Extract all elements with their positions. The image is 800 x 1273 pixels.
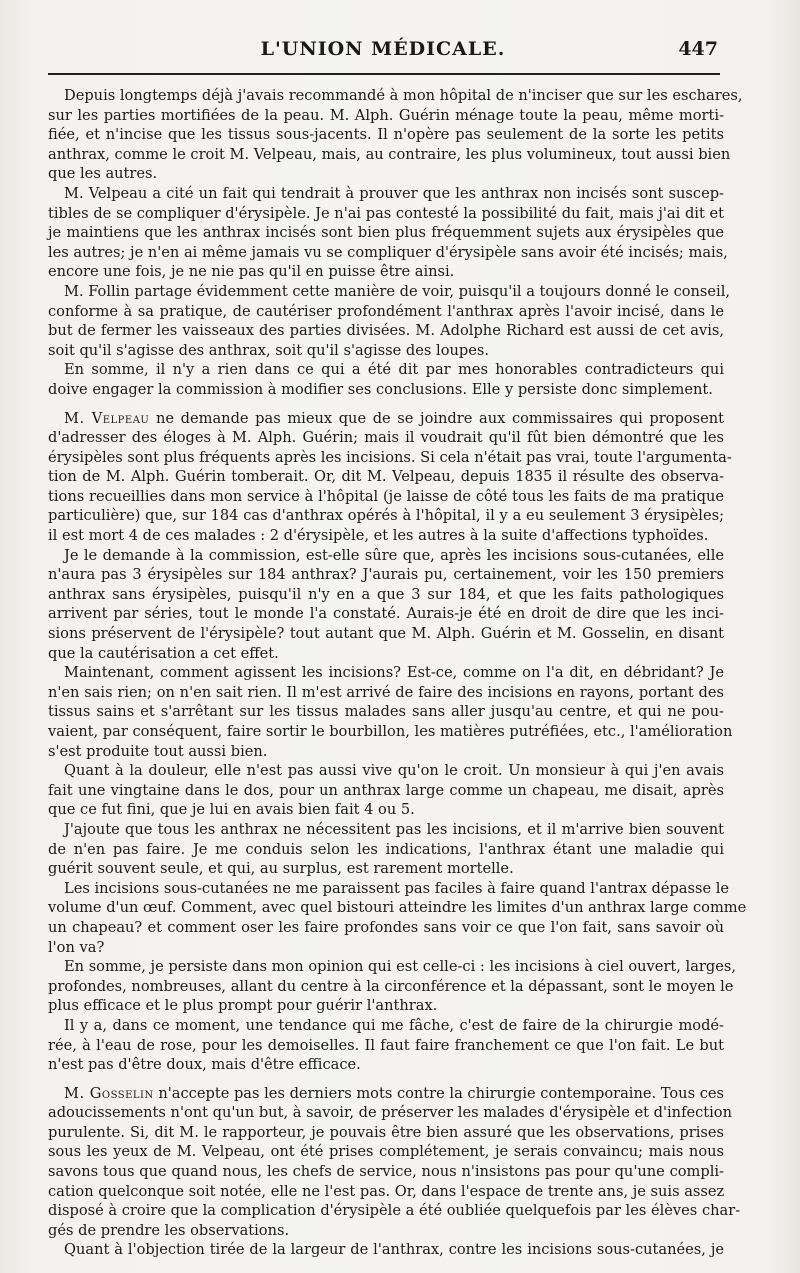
text-line: Depuis longtemps déjà j'avais recommandé à mon hôpital de n'inciser que sur les eschares, xyxy=(64,87,743,104)
text-line xyxy=(48,409,724,429)
text-line: que les autres. xyxy=(48,165,158,183)
text-line: doive engager la commission à modifier ses conclusions. Elle y persiste donc simplement. xyxy=(48,380,713,398)
text-line: sur les parties mortifiées de la peau. M. Alph. Guérin ménage toute la peau, même morti- xyxy=(48,106,724,124)
text-line: il est mort 4 de ces malades : 2 d'érysipèle, et les autres à la suite d'affections typhoïdes. xyxy=(48,527,709,545)
text-line: En somme, il n'y a rien dans ce qui a été dit par mes honorables contradicteurs qui xyxy=(64,361,724,379)
text-line: gés de prendre les observations. xyxy=(48,1221,290,1239)
speaker-name: M. Velpeau xyxy=(64,409,150,427)
paragraph xyxy=(48,879,747,957)
paragraph xyxy=(48,1084,741,1241)
header-rule xyxy=(48,73,720,75)
paragraph xyxy=(48,957,737,1016)
text-line: M. Follin partage évidemment cette manière de voir, puisqu'il a toujours donné le conseil, xyxy=(64,282,731,300)
paragraph xyxy=(48,820,724,879)
text-line: les autres; je n'en ai même jamais vu se compliquer d'érysipèle sans avoir été incisés; mais, xyxy=(48,243,728,261)
text-line: Je le demande à la commission, est-elle sûre que, après les incisions sous-cutanées, elle xyxy=(64,546,724,564)
text-line: fiée, et n'incise que les tissus sous-jacents. Il n'opère pas seulement de la sorte les petits xyxy=(48,126,724,144)
text-line: anthrax sans érysipèles, puisqu'il n'y en a que 3 sur 184, et que les faits pathologiques xyxy=(48,585,724,603)
text-line: Les incisions sous-cutanées ne me paraissent pas faciles à faire quand l'antrax dépasse le xyxy=(64,879,730,897)
text-line: que ce fut fini, que je lui en avais bien fait 4 ou 5. xyxy=(48,801,415,819)
text-line: tions recueillies dans mon service à l'hôpital (je laisse de côté tous les faits de ma pratique xyxy=(48,487,724,505)
paragraph xyxy=(48,761,724,820)
text-line: fait une vingtaine dans le dos, pour un anthrax large comme un chapeau, me disait, après xyxy=(48,781,724,799)
paragraph xyxy=(48,360,724,399)
text-line: Quant à la douleur, elle n'est pas aussi vive qu'on le croit. Un monsieur à qui j'en avais xyxy=(64,762,724,780)
text-line: disposé à croire que la complication d'érysipèle a été oubliée quelquefois par les élèves char- xyxy=(48,1202,741,1220)
text-line: anthrax, comme le croit M. Velpeau, mais, au contraire, les plus volumineux, tout aussi bien xyxy=(48,145,731,163)
text-line: plus efficace et le plus prompt pour guérir l'anthrax. xyxy=(48,997,438,1015)
paragraph xyxy=(48,1240,724,1260)
text-line: adoucissements n'ont qu'un but, à savoir, de préserver les malades d'érysipèle et d'infection xyxy=(48,1104,732,1122)
text-line: tibles de se compliquer d'érysipèle. Je n'ai pas contesté la possibilité du fait, mais j'ai dit et xyxy=(48,204,724,222)
text-line: l'on va? xyxy=(48,938,105,956)
text-line: que la cautérisation a cet effet. xyxy=(48,644,279,662)
text-line: En somme, je persiste dans mon opinion qui est celle-ci : les incisions à ciel ouvert, larges, xyxy=(64,958,737,976)
text-line: n'est pas d'être doux, mais d'être efficace. xyxy=(48,1056,361,1074)
text-line: n'aura pas 3 érysipèles sur 184 anthrax? J'aurais pu, certainement, voir les 150 premiers xyxy=(48,566,724,584)
text-line: soit qu'il s'agisse des anthrax, soit qu'il s'agisse des loupes. xyxy=(48,341,489,359)
paragraph xyxy=(48,1016,724,1075)
text-line: conforme à sa pratique, de cautériser profondément l'anthrax après l'avoir incisé, dans le xyxy=(48,302,724,320)
text-line: n'en sais rien; on n'en sait rien. Il m'est arrivé de faire des incisions en rayons, portant des xyxy=(48,683,724,701)
text-line: de n'en pas faire. Je me conduis selon les indications, l'anthrax étant une maladie qui xyxy=(48,840,724,858)
page-number: 447 xyxy=(678,38,718,60)
paragraph-gap xyxy=(48,400,724,409)
speaker-name: M. Gosselin xyxy=(64,1084,154,1102)
text-line: Quant à l'objection tirée de la largeur de l'anthrax, contre les incisions sous-cutanées, je xyxy=(64,1241,724,1259)
text-line: un chapeau? et comment oser les faire profondes sans voir ce que l'on fait, sans savoir où xyxy=(48,918,724,936)
text-line: J'ajoute que tous les anthrax ne nécessitent pas les incisions, et il m'arrive bien souvent xyxy=(64,820,724,838)
text-line: particulière) que, sur 184 cas d'anthrax opérés à l'hôpital, il y a eu seulement 3 érysipèles; xyxy=(48,507,724,525)
paragraph xyxy=(48,663,733,761)
text-line: rée, à l'eau de rose, pour les demoiselles. Il faut faire franchement ce que l'on fait. Le but xyxy=(48,1036,724,1054)
text-line: d'adresser des éloges à M. Alph. Guérin; mais il voudrait qu'il fût bien démontré que les xyxy=(48,429,724,447)
paragraph xyxy=(48,546,724,664)
text-line xyxy=(48,1084,724,1104)
line-text: ne demande pas mieux que de se joindre aux commissaires qui proposent xyxy=(149,409,724,427)
paragraph xyxy=(48,86,743,184)
paragraph xyxy=(48,282,731,360)
text-line: guérit souvent seule, et qui, au surplus, est rarement mortelle. xyxy=(48,860,514,878)
text-line: savons tous que quand nous, les chefs de service, nous n'insistons pas pour qu'une compli- xyxy=(48,1163,724,1181)
text-line: profondes, nombreuses, allant du centre à la circonférence et la dépassant, sont le moyen le xyxy=(48,977,734,995)
text-line: purulente. Si, dit M. le rapporteur, je pouvais être bien assuré que les observations, prises xyxy=(48,1123,724,1141)
text-line: vaient, par conséquent, faire sortir le bourbillon, les matières putréfiées, etc., l'amélioration xyxy=(48,723,733,740)
text-line: érysipèles sont plus fréquents après les incisions. Si cela n'était pas vrai, toute l'argumenta- xyxy=(48,448,732,466)
text-line: sions préservent de l'érysipèle? tout autant que M. Alph. Guérin et M. Gosselin, en disant xyxy=(48,625,724,643)
text-line: je maintiens que les anthrax incisés sont bien plus fréquemment sujets aux érysipèles que xyxy=(48,224,724,242)
text-line: Maintenant, comment agissent les incisions? Est-ce, comme on l'a dit, en débridant? Je xyxy=(64,664,724,682)
text-line: Il y a, dans ce moment, une tendance qui me fâche, c'est de faire de la chirurgie modé- xyxy=(64,1016,724,1034)
text-line: s'est produite tout aussi bien. xyxy=(48,742,268,760)
page-header xyxy=(48,36,718,66)
text-line: M. Velpeau a cité un fait qui tendrait à prouver que les anthrax non incisés sont suscep- xyxy=(64,184,724,202)
text-line: volume d'un œuf. Comment, avec quel bistouri atteindre les limites d'un anthrax large comme xyxy=(48,899,747,917)
text-line: tion de M. Alph. Guérin tomberait. Or, dit M. Velpeau, depuis 1835 il résulte des observa- xyxy=(48,468,724,486)
paragraph xyxy=(48,409,732,546)
paragraph-gap xyxy=(48,1075,724,1084)
text-line: tissus sains et s'arrêtant sur les tissus malades sans aller jusqu'au centre, et qui ne pou- xyxy=(48,703,724,721)
running-title: L'UNION MÉDICALE. xyxy=(260,38,506,60)
paragraph xyxy=(48,184,728,282)
text-line: arrivent par séries, tout le monde l'a constaté. Aurais-je été en droit de dire que les inci- xyxy=(48,605,724,623)
body-text xyxy=(48,86,747,1260)
text-line: encore une fois, je ne nie pas qu'il en puisse être ainsi. xyxy=(48,263,455,281)
line-text: n'accepte pas les derniers mots contre la chirurgie contemporaine. Tous ces xyxy=(153,1084,725,1102)
text-line: cation quelconque soit notée, elle ne l'est pas. Or, dans l'espace de trente ans, je suis assez xyxy=(48,1182,725,1200)
text-line: sous les yeux de M. Velpeau, ont été prises complétement, je serais convaincu; mais nous xyxy=(48,1143,724,1161)
text-line: but de fermer les vaisseaux des parties divisées. M. Adolphe Richard est aussi de cet avis, xyxy=(48,322,724,340)
